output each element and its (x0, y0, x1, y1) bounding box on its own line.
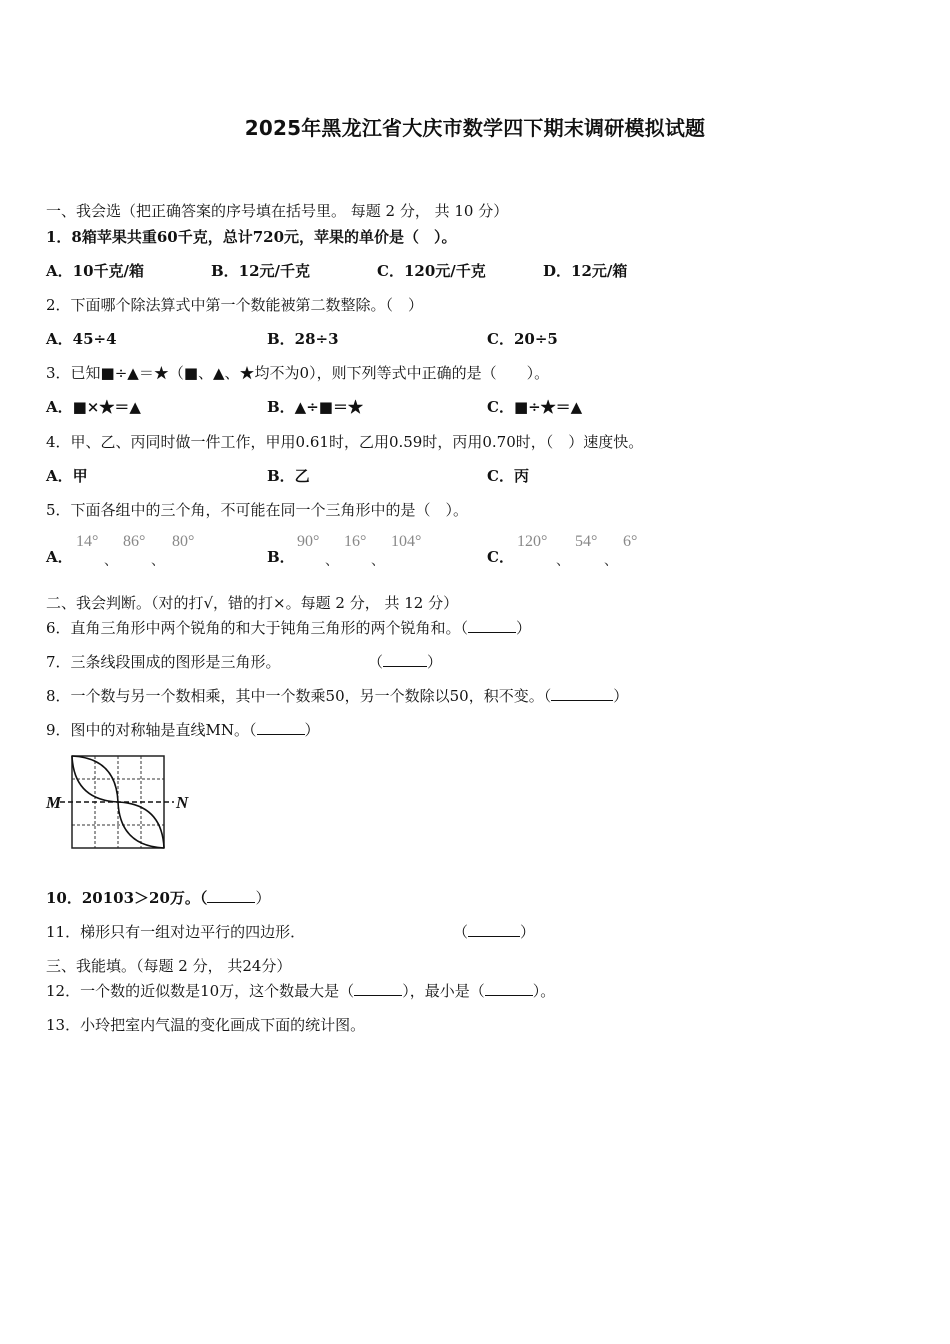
q9-close-paren: ） (304, 721, 320, 739)
q12-min-blank[interactable] (485, 981, 533, 996)
q5-label-a: A． (46, 548, 73, 566)
label-n: N (176, 793, 189, 812)
q13-stem: 13．小玲把室内气温的变化画成下面的统计图。 (46, 1016, 366, 1034)
q11-answer-blank[interactable] (468, 922, 520, 937)
q10-close-paren: ） (255, 889, 271, 907)
q12-text-b: ），最小是（ (402, 982, 485, 1000)
q5-b-sep-2: 、 (371, 553, 385, 569)
q5-a-angle-2: 86° (123, 533, 146, 550)
q6 (46, 618, 531, 638)
q5-c-angle-1: 120° (517, 533, 548, 550)
q7-close-paren: ） (427, 653, 443, 671)
q12-text-a: 12．一个数的近似数是10万，这个数最大是（ (46, 982, 355, 1000)
q11-open-paren: （ (453, 923, 469, 941)
symmetry-figure (44, 752, 194, 854)
q1-option-d: D．12元/箱 (543, 262, 628, 280)
q3-stem: 3．已知■÷▲＝★（■、▲、★均不为0），则下列等式中正确的是（ ）。 (46, 364, 550, 382)
q7-open-paren: （ (368, 653, 384, 671)
q11-text: 11．梯形只有一组对边平行的四边形． (46, 923, 306, 941)
q5-c-sep-2: 、 (604, 553, 618, 569)
q12 (46, 981, 555, 1001)
q12-text-c: ）。 (532, 982, 556, 1000)
q5-b-sep-1: 、 (325, 553, 339, 569)
q8-close-paren: ） (613, 687, 629, 705)
section2-heading: 二、我会判断。（对的打√，错的打×。每题 2 分， 共 12 分） (46, 594, 459, 612)
section1-heading: 一、我会选（把正确答案的序号填在括号里。 每题 2 分， 共 10 分） (46, 202, 509, 220)
q5-label-c: C． (487, 548, 514, 566)
q4-option-b: B．乙 (267, 467, 310, 485)
q8-text: 8．一个数与另一个数相乘，其中一个数乘50，另一个数除以50，积不变。（ (46, 687, 552, 705)
q7-answer (368, 652, 442, 672)
q8-answer-blank[interactable] (551, 686, 613, 701)
q7-answer-blank[interactable] (383, 652, 427, 667)
q9-text: 9．图中的对称轴是直线MN。（ (46, 721, 257, 739)
q3-option-a: A．■×★＝▲ (46, 398, 141, 416)
q1-option-a: A．10千克/箱 (46, 262, 144, 280)
q6-answer-blank[interactable] (468, 618, 516, 633)
q12-max-blank[interactable] (354, 981, 402, 996)
q2-option-a: A．45÷4 (46, 330, 117, 348)
q10 (46, 888, 270, 908)
q2-stem: 2．下面哪个除法算式中第一个数能被第二数整除。（ ） (46, 296, 424, 314)
q5-label-b: B． (267, 548, 295, 566)
q4-stem: 4．甲、乙、丙同时做一件工作，甲用0.61时，乙用0.59时，丙用0.70时，（ ）速度快。 (46, 433, 644, 451)
q3-option-b: B．▲÷■＝★ (267, 398, 363, 416)
page-title: 2025年黑龙江省大庆市数学四下期末调研模拟试题 (244, 116, 706, 140)
q4-option-c: C．丙 (487, 467, 529, 485)
section3-heading: 三、我能填。（每题 2 分， 共24分） (46, 957, 292, 975)
q2-option-b: B．28÷3 (267, 330, 339, 348)
q5-b-angle-1: 90° (297, 533, 320, 550)
q7-text: 7．三条线段围成的图形是三角形。 (46, 653, 281, 671)
q6-close-paren: ） (516, 619, 532, 637)
q9 (46, 720, 320, 740)
q5-b-angle-2: 16° (344, 533, 367, 550)
q11-close-paren: ） (520, 923, 536, 941)
q1-stem: 1．8箱苹果共重60千克，总计720元，苹果的单价是（ ）。 (46, 228, 457, 246)
q5-c-angle-2: 54° (575, 533, 598, 550)
q4-option-a: A．甲 (46, 467, 88, 485)
q5-c-angle-3: 6° (623, 533, 638, 550)
q5-a-sep-1: 、 (104, 553, 118, 569)
q10-answer-blank[interactable] (207, 888, 255, 903)
q5-c-sep-1: 、 (556, 553, 570, 569)
q2-option-c: C．20÷5 (487, 330, 558, 348)
q5-a-sep-2: 、 (151, 553, 165, 569)
q6-text: 6．直角三角形中两个锐角的和大于钝角三角形的两个锐角和。（ (46, 619, 469, 637)
q5-a-angle-3: 80° (172, 533, 195, 550)
q9-answer-blank[interactable] (257, 720, 305, 735)
q3-option-c: C．■÷★＝▲ (487, 398, 583, 416)
q11-answer (453, 922, 535, 942)
q1-option-b: B．12元/千克 (211, 262, 311, 280)
label-m: M (46, 793, 62, 812)
q5-b-angle-3: 104° (391, 533, 422, 550)
q5-stem: 5．下面各组中的三个角，不可能在同一个三角形中的是（ ）。 (46, 501, 469, 519)
q5-a-angle-1: 14° (76, 533, 99, 550)
q7 (46, 652, 281, 672)
q8 (46, 686, 628, 706)
q11 (46, 922, 305, 942)
q1-option-c: C．120元/千克 (377, 262, 486, 280)
q10-text: 10．20103＞20万。（ (46, 889, 208, 907)
